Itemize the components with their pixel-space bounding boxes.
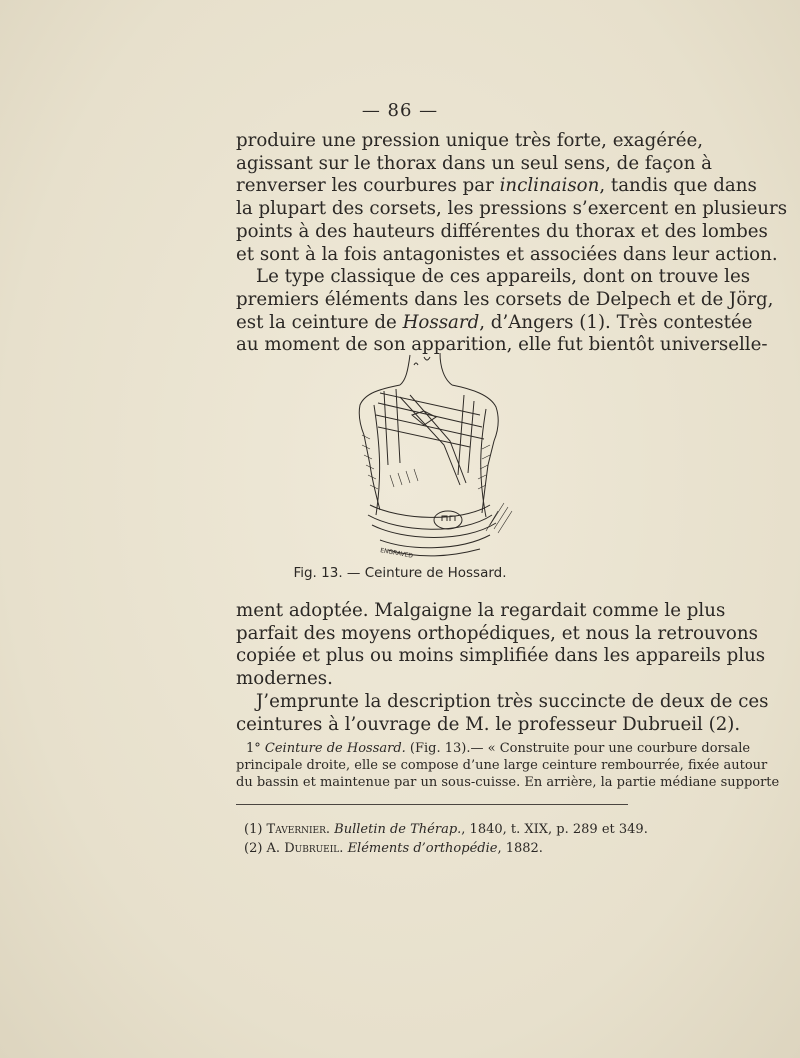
footnote-mark: (1) <box>244 822 267 837</box>
svg-text:ENGRAVED: ENGRAVED <box>379 547 414 560</box>
page-number: — 86 — <box>361 100 439 121</box>
text-line: modernes. <box>236 668 333 690</box>
text-line: premiers éléments dans les corsets de Delpech et de Jörg, <box>236 288 774 310</box>
text-line: est la ceinture de Hossard, d’Angers (1). Très contestée <box>236 311 753 333</box>
note-line: principale droite, elle se compose d’une large ceinture rembourrée, fixée autour <box>236 758 768 773</box>
footnotes <box>244 820 648 858</box>
figure-caption: Fig. 13. — Ceinture de Hossard. <box>293 565 507 581</box>
description-note <box>236 740 780 791</box>
text-line: points à des hauteurs différentes du thorax et des lombes <box>236 220 768 242</box>
footnote-title: Bulletin de Thérap. <box>334 822 462 837</box>
text-line: la plupart des corsets, les pressions s’exercent en plusieurs <box>236 198 788 220</box>
text-line: Le type classique de ces appareils, dont on trouve les <box>256 266 751 288</box>
footnote-details: , 1882. <box>497 841 543 856</box>
footnote-details: , 1840, t. XIX, p. 289 et 349. <box>461 822 648 837</box>
footnote-author: A. Dubrueil. <box>266 841 348 856</box>
text-line: parfait des moyens orthopédiques, et nous la retrouvons <box>236 622 758 644</box>
text-line: renverser les courbures par inclinaison, tandis que dans <box>236 175 757 197</box>
footnote-mark: (2) <box>244 841 267 856</box>
note-line: du bassin et maintenue par un sous-cuisse. En arrière, la partie médiane supporte <box>236 775 780 790</box>
text-line: ceintures à l’ouvrage de M. le professeur Dubrueil (2). <box>236 713 741 735</box>
text-line: et sont à la fois antagonistes et associées dans leur action. <box>236 243 778 265</box>
text-line: agissant sur le thorax dans un seul sens, de façon à <box>236 152 712 174</box>
text-line: ment adoptée. Malgaigne la regardait comme le plus <box>236 600 726 621</box>
footnote-title: Eléments d’orthopédie <box>347 841 498 856</box>
footnote-item <box>244 820 648 839</box>
text-line: J’emprunte la description très succincte de deux de ces <box>256 690 769 712</box>
corset-illustration <box>340 345 520 560</box>
footnote-item <box>244 839 624 858</box>
footnote-divider <box>236 804 628 805</box>
note-line: 1° Ceinture de Hossard. (Fig. 13).— « Construite pour une courbure dorsale <box>246 741 751 756</box>
text-line: au moment de son apparition, elle fut bientôt universelle- <box>236 334 768 356</box>
footnote-author: Tavernier. <box>266 822 335 837</box>
body-text-top <box>236 130 788 357</box>
text-line: produire une pression unique très forte, exagérée, <box>236 130 704 151</box>
body-text-bottom <box>236 600 769 736</box>
text-line: copiée et plus ou moins simplifiée dans les appareils plus <box>236 645 766 667</box>
